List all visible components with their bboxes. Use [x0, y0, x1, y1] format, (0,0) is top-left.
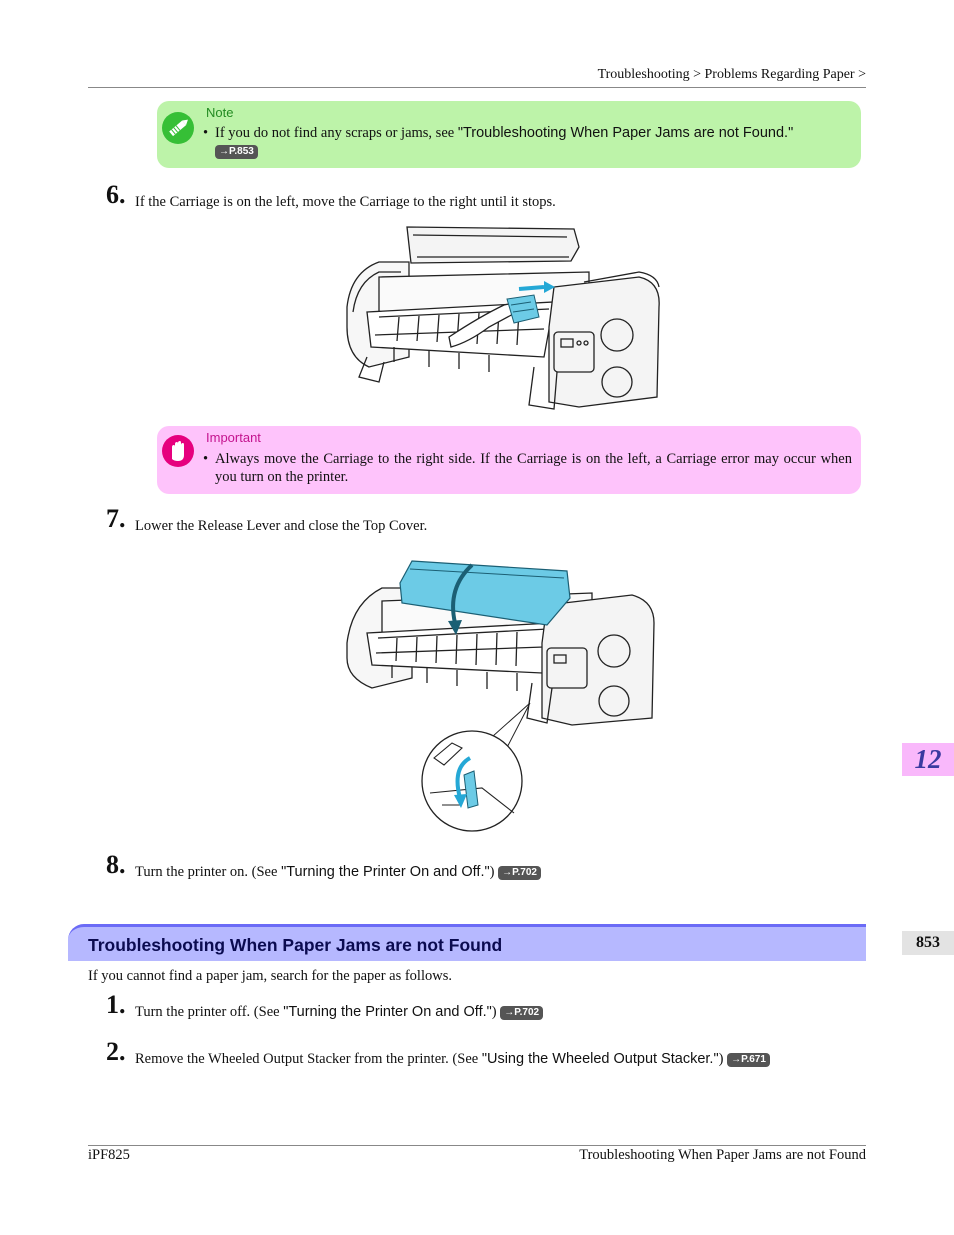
header-divider [88, 87, 866, 88]
step-number: 7. [106, 504, 126, 533]
footer-section-title: Troubleshooting When Paper Jams are not Found [579, 1147, 866, 1163]
section-heading-bar [68, 924, 866, 961]
printer-carriage-illustration [339, 217, 662, 415]
important-text: Always move the Carriage to the right side. If the Carriage is on the left, a Carriage error may occur when you turn on the printer. [215, 451, 852, 485]
stop-hand-icon [162, 435, 194, 467]
important-callout [157, 426, 861, 494]
note-callout [157, 101, 861, 168]
footer-model: iPF825 [88, 1147, 130, 1163]
step-link[interactable]: "Turning the Printer On and Off." [281, 864, 490, 880]
note-text: If you do not find any scraps or jams, see [215, 125, 458, 141]
step-text: Turn the printer off. (See [135, 1004, 284, 1020]
chapter-tab[interactable]: 12 [902, 743, 954, 776]
important-title: Important [206, 430, 261, 445]
bullet: • [203, 125, 209, 141]
step-text: Lower the Release Lever and close the Top Cover. [135, 518, 428, 534]
bullet: • [203, 451, 209, 467]
section-title: Troubleshooting When Paper Jams are not Found [88, 935, 503, 955]
step-text: If the Carriage is on the left, move the Carriage to the right until it stops. [135, 194, 556, 210]
important-body [203, 450, 852, 486]
breadcrumb: Troubleshooting > Problems Regarding Paper > [597, 67, 866, 82]
step-link[interactable]: "Using the Wheeled Output Stacker." [481, 1051, 719, 1067]
step-xref-badge[interactable]: →P.702 [500, 1006, 543, 1020]
step-number: 6. [106, 180, 126, 209]
footer-divider [88, 1145, 866, 1146]
step-number: 8. [106, 850, 126, 879]
step-xref-badge[interactable]: →P.671 [727, 1053, 770, 1067]
step-link[interactable]: "Turning the Printer On and Off." [283, 1004, 492, 1020]
step-text: Turn the printer on. (See [135, 864, 282, 880]
note-body [203, 124, 852, 160]
step-text: Remove the Wheeled Output Stacker from the printer. (See [135, 1051, 482, 1067]
note-link[interactable]: "Troubleshooting When Paper Jams are not Found." [457, 125, 794, 141]
note-xref-badge[interactable]: →P.853 [215, 145, 258, 159]
step-number: 2. [106, 1037, 126, 1066]
page-number-tab: 853 [902, 931, 954, 955]
note-title: Note [206, 105, 234, 120]
step-number: 1. [106, 990, 126, 1019]
pencil-icon [162, 112, 194, 144]
step-xref-badge[interactable]: →P.702 [498, 866, 541, 880]
printer-top-cover-illustration [342, 543, 656, 836]
section-intro: If you cannot find a paper jam, search for the paper as follows. [88, 968, 452, 984]
